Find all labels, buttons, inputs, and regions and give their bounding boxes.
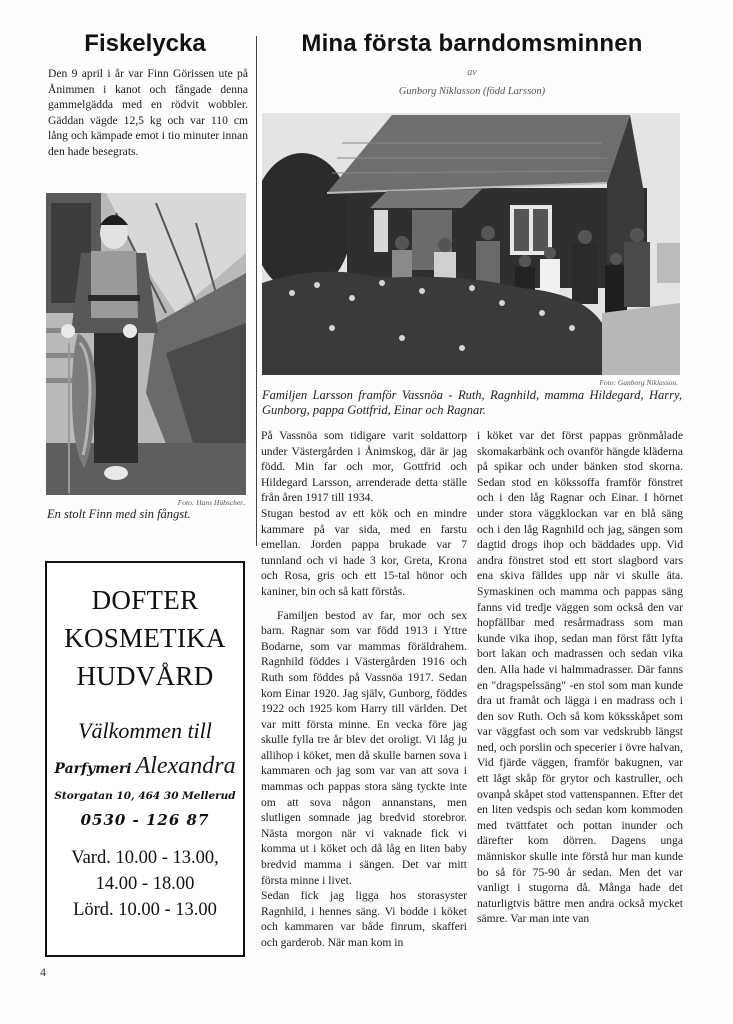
ad-headline-line: DOFTER: [91, 585, 199, 615]
ad-hours-line: 14.00 - 18.00: [95, 874, 195, 894]
fishing-article-title: Fiskelycka: [84, 30, 206, 57]
ad-headline-line: HUDVÅRD: [76, 661, 214, 691]
article-paragraph: Stugan bestod av ett kök och en mindre kammare på var sida, med en farstu emellan. Jorden pappa brukade var 7 tunnland och vi hade 3 kor, Greta, Krona och Rosa, gris och ett 15-tal hönor och kaniner, bin och så katt förstås.: [261, 506, 467, 598]
article-paragraph: Familjen bestod av far, mor och sex barn. Ragnar som var född 1913 i Yttre Bodarne, som var mammas föräldrahem. Ragnhild föddes i Västergården 1916 och Ruth som föddes på Vassnöa 1917. Sedan kom Einar 1920. Jag själv, Gunborg, föddes 1922 och 1925 kom Harry till världen. Det var mitt första minne. En vecka före jag skulle fylla tre år blev det oroligt. Vi låg ju allihop i köket, men då skulle barnen sova i kammaren och jag som var van att sova i mammas och pappas stora säng tyckte inte om att sova någon annanstans, men slutligen somnade jag bredvid storebror. Nästa morgon när vi vaknade fick vi komma ut i köket och då låg en liten baby bredvid mamma i sängen. Det var mitt första minne i livet.: [261, 608, 467, 887]
fish-photo: [46, 193, 246, 495]
family-house-illustration: [262, 113, 680, 375]
memoir-article-title: Mina första barndomsminnen: [301, 30, 643, 57]
ad-hours-line: Vard. 10.00 - 13.00,: [71, 848, 219, 868]
ad-welcome: Välkommen till: [78, 718, 212, 743]
byline-prefix: av: [467, 67, 477, 78]
article-paragraph: Sedan fick jag ligga hos storasyster Ragnhild, i hennes säng. Vi bodde i köket och kammaren var både finrum, skafferi och garderob. När man kom in: [261, 889, 467, 949]
ad-shop-name: [47, 753, 243, 780]
fishing-article-intro: Den 9 april i år var Finn Görissen ute på Ånimmen i kanot och fångade denna gammelgädda med en rödvit wobbler. Gäddan vägde 12,5 kg och var 110 cm lång och kämpade emot i tio minuter innan den hade besegrats.: [48, 67, 248, 158]
fish-photo-credit: Foto: Hans Hübscher..: [177, 498, 246, 507]
ad-address: Storgatan 10, 464 30 Mellerud: [54, 790, 236, 802]
ad-hours-line: Lörd. 10.00 - 13.00: [73, 900, 217, 920]
article-column-2: [477, 428, 683, 927]
article-paragraph: På Vassnöa som tidigare varit soldattorp under Västergården i Ånimskog, där är jag född. Min far och mor, Gottfrid och Hildegard Larsson, arrenderade detta ställe från åren 1917 till 1934.: [261, 429, 467, 505]
house-photo-credit: Foto: Gunborg Niklasson.: [599, 378, 678, 387]
column-divider: [256, 36, 257, 546]
perfumery-advertisement: [45, 561, 245, 957]
ad-shop-name-text: Alexandra: [135, 753, 236, 779]
ad-shop-prefix: Parfymeri: [54, 761, 132, 777]
fish-photo-illustration: [46, 193, 246, 495]
fish-photo-caption: En stolt Finn med sin fångst.: [47, 507, 191, 521]
article-paragraph: i köket var det först pappas grönmålade skomakarbänk och ovanför hängde kläderna på spikar och under bänken stod skorna. Sedan stod en kökssoffa framför fönstret och i den låg Ragnar och Einar. I hörnet under stora väggklockan var en blå säng och i den låg Ragnhild och jag, sängen som dagtid drogs ihop och bäddades upp. Vid andra fönstret stod ett stort slagbord vars ena skiva fälldes upp när vi skulle äta. Symaskinen och mamma och pappas säng fanns vid tredje väggen som också den var hopfällbar med resårmadrass som man kunde vika ihop, sedan man först fått lyfta bort lakan och madrassen och sedan vika den. Alla hade vi halmmadrasser. Där fanns en "dragspelssäng" -en stol som man kunde dra ut framåt och lägga i en madrass och i den sov Ruth. Och så kom köksskåpet som var väggfast och som var vedskrubb längst ned, och porslin och specerier i övre halvan, Vid fjärde väggen, framför bakugnen, var ett lågt skåp för grytor och kastruller, och ovanpå skåpet stod vattenspannen. Efter det en liten vedspis och sedan kom kommoden med tvättfatet och pottan inunder och därefter kom dörren. Dagens unga människor skulle inte förstå hur man kunde bo så för 75-90 år sedan. Men det var vanligt i stugorna då. Många hade det naturligtvis bättre men andra också mycket sämre. Var man inte van: [477, 429, 683, 926]
house-photo-caption: Familjen Larsson framför Vassnöa - Ruth, Ragnhild, mamma Hildegard, Harry, Gunborg, pappa Gottfrid, Einar och Ragnar.: [262, 388, 682, 417]
author-byline: Gunborg Niklasson (född Larsson): [398, 86, 546, 97]
article-column-1: [261, 428, 467, 951]
family-house-photo: [262, 113, 680, 375]
ad-headline-line: KOSMETIKA: [64, 623, 226, 653]
ad-phone: 0530 - 126 87: [80, 811, 210, 829]
page-number: 4: [40, 965, 46, 979]
